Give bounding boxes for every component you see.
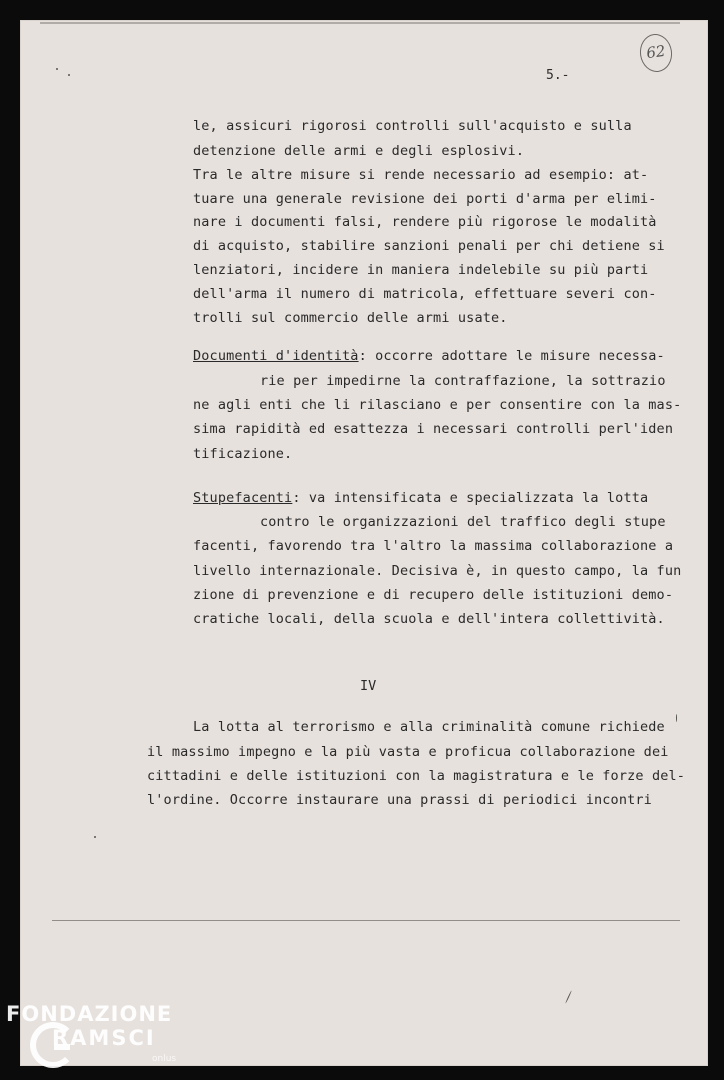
text-line: contro le organizzazioni del traffico degli stupe xyxy=(260,514,666,530)
watermark-suffix: onlus xyxy=(152,1054,177,1064)
text-line: dell'arma il numero di matricola, effettuare severi con- xyxy=(193,286,657,302)
text-line: Tra le altre misure si rende necessario ad esempio: at- xyxy=(193,167,649,183)
text-line: cittadini e delle istituzioni con la magistratura e le forze del- xyxy=(147,768,686,784)
docs-heading-rest: : occorre adottare le misure necessa- xyxy=(358,348,665,364)
text-line: lenziatori, incidere in maniera indelebile su più parti xyxy=(193,262,649,278)
docs-heading: Documenti d'identità xyxy=(193,348,359,364)
text-line: sima rapidità ed esattezza i necessari controlli perl'iden xyxy=(193,421,674,437)
paper-speck xyxy=(68,74,70,76)
text-line: di acquisto, stabilire sanzioni penali per chi detiene si xyxy=(193,238,665,254)
drugs-heading: Stupefacenti xyxy=(193,490,293,506)
text-line xyxy=(193,490,648,506)
text-line: il massimo impegno e la più vasta e proficua collaborazione dei xyxy=(147,744,669,760)
top-rule xyxy=(40,22,680,24)
stamp-number: 62 xyxy=(645,41,667,63)
text-line xyxy=(193,348,665,364)
paper-speck xyxy=(56,68,58,70)
fondazione-gramsci-watermark xyxy=(6,1002,186,1078)
section-numeral: IV xyxy=(360,678,377,694)
text-line: facenti, favorendo tra l'altro la massima collaborazione a xyxy=(193,538,674,554)
text-line: livello internazionale. Decisiva è, in questo campo, la fun xyxy=(193,563,682,579)
text-line: zione di prevenzione e di recupero delle istituzioni demo- xyxy=(193,587,674,603)
text-line: La lotta al terrorismo e alla criminalità comune richiede xyxy=(193,719,665,735)
watermark-line1: FONDAZIONE xyxy=(6,1002,173,1026)
bottom-rule xyxy=(52,920,680,921)
text-line: trolli sul commercio delle armi usate. xyxy=(193,310,508,326)
page-number: 5.- xyxy=(546,68,570,83)
paper-speck xyxy=(676,714,677,722)
text-line: cratiche locali, della scuola e dell'intera collettività. xyxy=(193,611,665,627)
text-line: l'ordine. Occorre instaurare una prassi di periodici incontri xyxy=(147,792,652,808)
text-line: rie per impedirne la contraffazione, la sottrazio xyxy=(260,373,666,389)
text-line: nare i documenti falsi, rendere più rigorose le modalità xyxy=(193,214,657,230)
drugs-heading-rest: : va intensificata e specializzata la lotta xyxy=(292,490,649,506)
paper-speck xyxy=(94,836,96,838)
text-line: le, assicuri rigorosi controlli sull'acquisto e sulla xyxy=(193,118,632,134)
watermark-line2: RAMSCI xyxy=(52,1026,156,1050)
text-line: ne agli enti che li rilasciano e per consentire con la mas- xyxy=(193,397,682,413)
text-line: tuare una generale revisione dei porti d'arma per elimi- xyxy=(193,191,657,207)
text-line: detenzione delle armi e degli esplosivi. xyxy=(193,143,525,159)
text-line: tificazione. xyxy=(193,446,293,462)
